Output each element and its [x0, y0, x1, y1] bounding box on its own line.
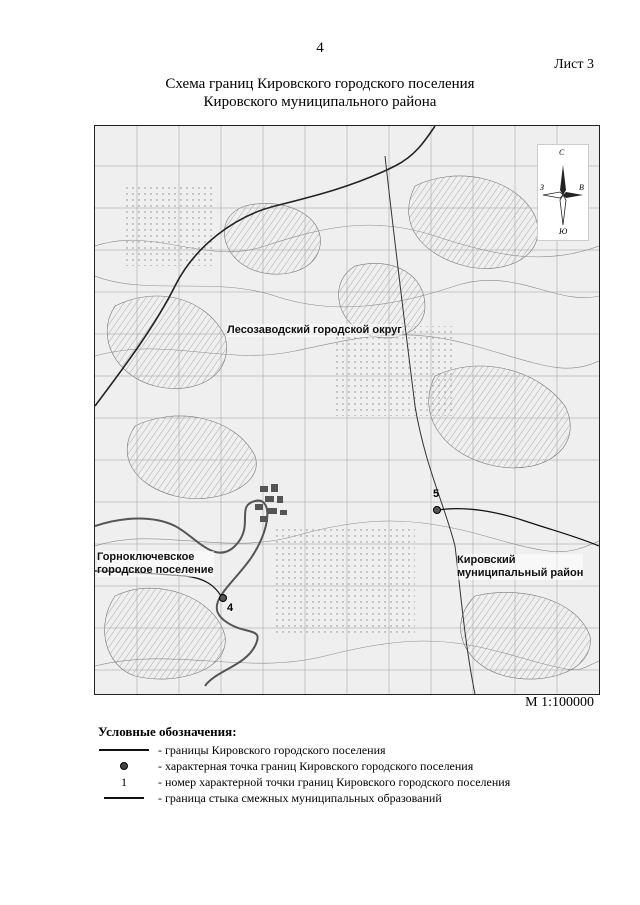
legend-item-text: - граница стыка смежных муниципальных образований [158, 790, 442, 805]
legend [98, 724, 578, 806]
boundary-line-symbol [98, 749, 150, 751]
map-title [0, 75, 640, 111]
label-gornoklyuchevskoe-line-1: Горноключевское [97, 551, 195, 563]
page-number: 4 [316, 40, 324, 56]
point-number-5: 5 [433, 488, 440, 500]
label-kirovsky-line-1: Кировский [457, 554, 516, 566]
label-kirovsky [457, 554, 583, 580]
boundary-point-5 [434, 507, 441, 514]
title-line-1: Схема границ Кировского городского поселения [165, 76, 475, 92]
compass-north: С [559, 148, 565, 157]
legend-item-junction [98, 790, 578, 806]
legend-item-boundary [98, 742, 578, 758]
junction-line-symbol [98, 797, 150, 799]
boundary-point-4 [220, 595, 227, 602]
compass-west: З [540, 183, 544, 192]
legend-item-number [98, 774, 578, 790]
number-symbol [98, 775, 150, 790]
legend-item-text: - характерная точка границ Кировского городского поселения [158, 758, 474, 773]
map-canvas [95, 126, 599, 694]
label-gornoklyuchevskoe-line-2: городское поселение [97, 564, 214, 576]
legend-item-text: - границы Кировского городского поселения [158, 742, 386, 757]
topographic-map [94, 125, 600, 695]
number-symbol-text: 1 [121, 774, 127, 789]
compass-south: Ю [559, 227, 568, 236]
legend-item-point [98, 758, 578, 774]
label-gornoklyuchevskoe [97, 551, 214, 577]
point-number-4: 4 [227, 602, 234, 614]
compass-rose [537, 144, 589, 241]
legend-item-text: - номер характерной точки границ Кировского городского поселения [158, 774, 511, 789]
label-kirovsky-line-2: муниципальный район [457, 567, 584, 579]
compass-icon [538, 145, 588, 240]
point-symbol [98, 762, 150, 770]
compass-east: В [579, 183, 584, 192]
title-line-2: Кировского муниципального района [203, 94, 437, 110]
sheet-label: Лист 3 [554, 57, 594, 72]
label-lesozavodsk: Лесозаводский городской округ [227, 324, 402, 336]
legend-title: Условные обозначения: [98, 724, 237, 739]
map-scale: М 1:100000 [525, 695, 594, 710]
